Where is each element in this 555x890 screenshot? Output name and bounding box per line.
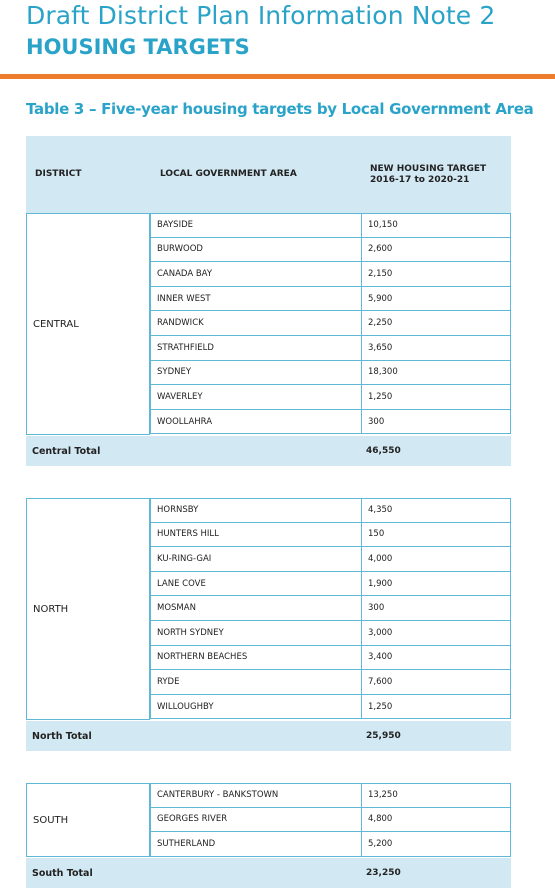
page-title: Draft District Plan Information Note 2 — [26, 1, 496, 30]
target-value: 2,600 — [361, 238, 512, 262]
lga-name: INNER WEST — [157, 293, 211, 304]
district-cell: CENTRAL — [26, 213, 150, 435]
table-row — [150, 238, 511, 263]
total-label: South Total — [32, 867, 93, 879]
table-row — [150, 808, 511, 833]
table-row — [150, 783, 511, 808]
lga-name: NORTHERN BEACHES — [157, 652, 248, 663]
target-value: 1,250 — [361, 385, 512, 409]
table-row — [150, 596, 511, 621]
district-cell: SOUTH — [26, 783, 150, 857]
table-row — [150, 287, 511, 312]
total-value: 25,950 — [366, 731, 401, 741]
total-row-north — [26, 721, 511, 751]
table-row — [150, 385, 511, 410]
target-value: 3,400 — [361, 646, 512, 670]
table-row — [150, 498, 511, 523]
lga-name: NORTH SYDNEY — [157, 627, 224, 638]
table-row — [150, 572, 511, 597]
table-row — [150, 311, 511, 336]
district-cell: NORTH — [26, 498, 150, 720]
target-value: 1,900 — [361, 572, 512, 596]
lga-name: GEORGES RIVER — [157, 814, 228, 825]
table-row — [150, 361, 511, 386]
lga-rows — [150, 213, 511, 434]
table-row — [150, 523, 511, 548]
lga-name: WILLOUGHBY — [157, 701, 214, 712]
target-value: 4,800 — [361, 808, 512, 832]
target-value: 13,250 — [361, 784, 512, 807]
target-value: 300 — [361, 596, 512, 620]
target-value: 1,250 — [361, 695, 512, 719]
total-row-central — [26, 436, 511, 466]
table-row — [150, 213, 511, 238]
table-header — [26, 136, 511, 213]
total-label: North Total — [32, 730, 92, 742]
lga-rows — [150, 498, 511, 719]
district-section-central — [26, 213, 511, 435]
table-row — [150, 262, 511, 287]
target-value: 2,250 — [361, 311, 512, 335]
total-value: 46,550 — [366, 446, 401, 456]
lga-name: WAVERLEY — [157, 391, 203, 402]
orange-divider — [0, 74, 555, 79]
lga-name: CANADA BAY — [157, 268, 213, 279]
district-section-south — [26, 783, 511, 857]
target-value: 2,150 — [361, 262, 512, 286]
lga-name: HUNTERS HILL — [157, 529, 219, 540]
target-value: 5,200 — [361, 832, 512, 856]
lga-name: STRATHFIELD — [157, 342, 214, 353]
table-row — [150, 832, 511, 857]
target-value: 3,650 — [361, 336, 512, 360]
lga-name: BAYSIDE — [157, 220, 193, 231]
table-row — [150, 547, 511, 572]
header-target — [370, 164, 510, 186]
target-value: 4,000 — [361, 547, 512, 571]
target-value: 7,600 — [361, 670, 512, 694]
table-row — [150, 410, 511, 435]
page-subtitle: HOUSING TARGETS — [26, 35, 250, 59]
total-value: 23,250 — [366, 868, 401, 878]
lga-name: LANE COVE — [157, 578, 206, 589]
table-row — [150, 621, 511, 646]
lga-name: RYDE — [157, 676, 180, 687]
total-label: Central Total — [32, 445, 101, 457]
header-lga: LOCAL GOVERNMENT AREA — [160, 169, 297, 179]
district-section-north — [26, 498, 511, 720]
target-value: 150 — [361, 523, 512, 547]
target-value: 18,300 — [361, 361, 512, 385]
target-value: 10,150 — [361, 214, 512, 237]
lga-name: CANTERBURY - BANKSTOWN — [157, 790, 279, 801]
lga-name: WOOLLAHRA — [157, 416, 213, 427]
lga-name: SYDNEY — [157, 367, 192, 378]
lga-name: RANDWICK — [157, 318, 204, 329]
target-value: 3,000 — [361, 621, 512, 645]
lga-name: BURWOOD — [157, 244, 203, 255]
target-value: 5,900 — [361, 287, 512, 311]
header-district: DISTRICT — [35, 169, 82, 179]
target-value: 4,350 — [361, 499, 512, 522]
table-row — [150, 336, 511, 361]
total-row-south — [26, 858, 511, 888]
lga-rows — [150, 783, 511, 857]
header-target-line1: NEW HOUSING TARGET — [370, 164, 487, 174]
lga-name: MOSMAN — [157, 603, 196, 614]
lga-name: KU-RING-GAI — [157, 553, 212, 564]
table-row — [150, 646, 511, 671]
header-target-line2: 2016-17 to 2020-21 — [370, 175, 470, 185]
table-caption: Table 3 – Five-year housing targets by Local Government Area — [26, 100, 534, 118]
table-row — [150, 695, 511, 720]
lga-name: SUTHERLAND — [157, 838, 216, 849]
target-value: 300 — [361, 410, 512, 434]
lga-name: HORNSBY — [157, 505, 199, 516]
table-row — [150, 670, 511, 695]
